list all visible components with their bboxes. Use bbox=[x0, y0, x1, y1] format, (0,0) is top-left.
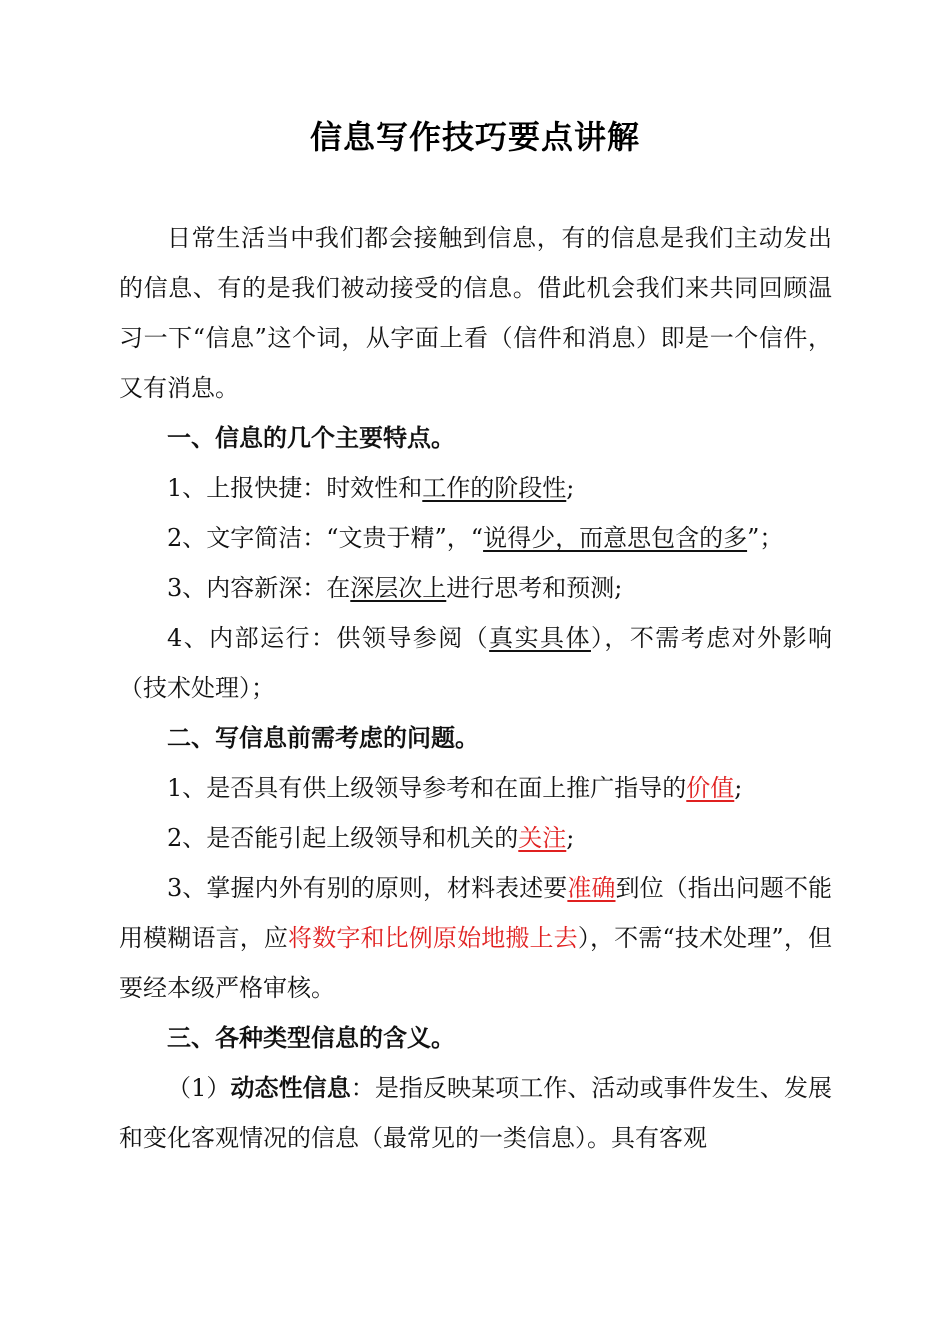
section1-item4-text: 4、内部运行：供领导参阅（ bbox=[167, 624, 490, 652]
section3-item1-text: ：是指反映某项工作、活动或事件发生、发展和变化客观情况的信息（最常见的一类信息）。具有客观 bbox=[119, 1074, 833, 1152]
section2-item3-highlight2: 将数字和比例原始地搬上去 bbox=[288, 924, 578, 952]
section1-item2-text: 2、文字简洁：“文贵于精”，“ bbox=[167, 524, 484, 552]
section2-item1 bbox=[119, 763, 832, 813]
section1-item3-underline: 深层次上 bbox=[350, 574, 447, 602]
section1-item3 bbox=[119, 563, 832, 613]
section2-heading: 二、写信息前需考虑的问题。 bbox=[167, 723, 479, 752]
section1-item4-end: ），不需考虑对外影响（技术处理）； bbox=[119, 624, 833, 702]
section2-item3-mid: 到位（指出问题不能用模糊语言，应 bbox=[119, 874, 833, 952]
section1-item4-underline: 真实具体 bbox=[489, 624, 591, 652]
section2-item2-text: 2、是否能引起上级领导和机关的 bbox=[167, 824, 519, 852]
section2-item1-end: ; bbox=[734, 774, 743, 802]
section2-item3-end: ），不需“技术处理”，但要经本级严格审核。 bbox=[119, 924, 832, 1002]
section1-item3-end: 进行思考和预测; bbox=[446, 574, 623, 602]
section2-item1-highlight: 价值 bbox=[686, 774, 735, 802]
section1-item2-end: ”； bbox=[747, 524, 784, 552]
section2-item1-text: 1、是否具有供上级领导参考和在面上推广指导的 bbox=[167, 774, 687, 802]
intro-paragraph: 日常生活当中我们都会接触到信息，有的信息是我们主动发出的信息、有的是我们被动接受的信息。借此机会我们来共同回顾温习一下“信息”这个词，从字面上看（信件和消息）即是一个信件，又有消息。 bbox=[119, 224, 832, 402]
section1-item2-underline: 说得少，而意思包含的多 bbox=[483, 524, 748, 552]
section1-item1-underline: 工作的阶段性 bbox=[422, 474, 567, 502]
document-title: 信息写作技巧要点讲解 bbox=[309, 118, 640, 156]
section1-item1-text: 1、上报快捷：时效性和 bbox=[167, 474, 423, 502]
section1-item3-text: 3、内容新深：在 bbox=[167, 574, 351, 602]
section1-item4 bbox=[119, 613, 832, 713]
section2-item2 bbox=[119, 813, 832, 863]
section1-item2 bbox=[119, 513, 832, 563]
section1-item1 bbox=[119, 463, 832, 513]
section3-item1 bbox=[119, 1063, 832, 1163]
section2-item2-end: ; bbox=[566, 824, 575, 852]
section1-item1-end: ; bbox=[566, 474, 575, 502]
section2-item3-highlight: 准确 bbox=[567, 874, 616, 902]
section3-item1-term: 动态性信息 bbox=[230, 1073, 351, 1102]
section2-item3-text: 3、掌握内外有别的原则，材料表述要 bbox=[167, 874, 568, 902]
section2-item3 bbox=[119, 863, 832, 1013]
section3-item1-prefix: （1） bbox=[167, 1074, 231, 1102]
section2-item2-highlight: 关注 bbox=[518, 824, 567, 852]
section3-heading: 三、各种类型信息的含义。 bbox=[167, 1023, 455, 1052]
document-body bbox=[119, 213, 832, 1163]
section1-heading: 一、信息的几个主要特点。 bbox=[167, 423, 455, 452]
